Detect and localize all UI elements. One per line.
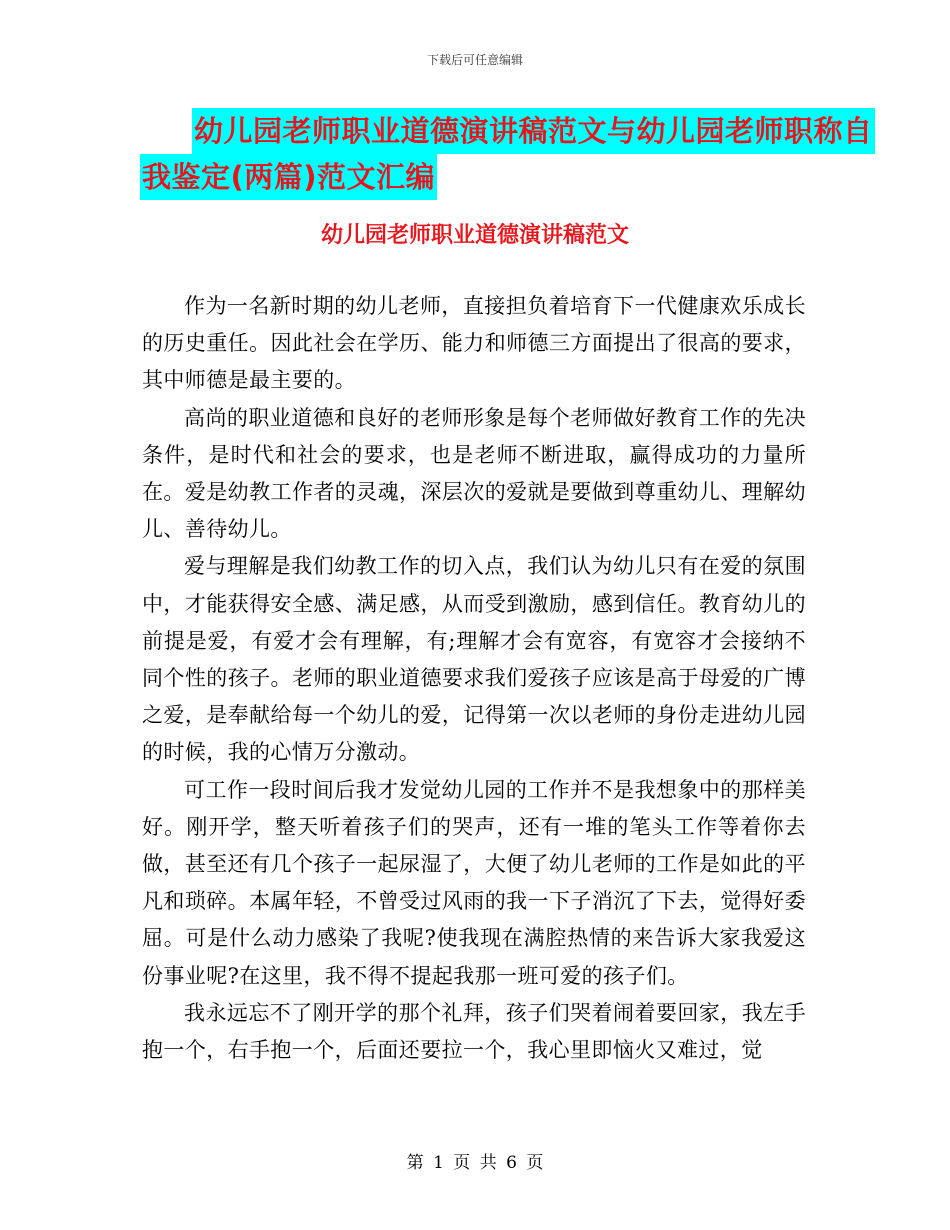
paragraph: 爱与理解是我们幼教工作的切入点，我们认为幼儿只有在爱的氛围中，才能获得安全感、满足感，从而受到激励，感到信任。教育幼儿的前提是爱，有爱才会有理解，有;理解才会有宽容，有宽容才会接纳不同个性的孩子。老师的职业道德要求我们爱孩子应该是高于母爱的广博之爱，是奉献给每一个幼儿的爱，记得第一次以老师的身份走进幼儿园的时候，我的心情万分激动。 bbox=[142, 554, 806, 765]
document-body bbox=[142, 288, 806, 1069]
paragraph: 作为一名新时期的幼儿老师，直接担负着培育下一代健康欢乐成长的历史重任。因此社会在学历、能力和师德三方面提出了很高的要求，其中师德是最主要的。 bbox=[142, 294, 806, 393]
document-title bbox=[140, 108, 873, 200]
document-title-line-1: 幼儿园老师职业道德演讲稿范文与幼儿园老师职称自 bbox=[192, 108, 875, 154]
page-header-note: 下载后可任意编辑 bbox=[426, 53, 523, 67]
paragraph: 可工作一段时间后我才发觉幼儿园的工作并不是我想象中的那样美好。刚开学，整天听着孩子们的哭声，还有一堆的笔头工作等着你去做，甚至还有几个孩子一起尿湿了，大便了幼儿老师的工作是如此的平凡和琐碎。本属年轻，不曾受过风雨的我一下子消沉了下去，觉得好委屈。可是什么动力感染了我呢?使我现在满腔热情的来告诉大家我爱这份事业呢?在这里，我不得不提起我那一班可爱的孩子们。 bbox=[142, 777, 806, 988]
page-number-footer: 第 1 页 共 6 页 bbox=[406, 1153, 544, 1173]
paragraph: 高尚的职业道德和良好的老师形象是每个老师做好教育工作的先决条件，是时代和社会的要求，也是老师不断进取，赢得成功的力量所在。爱是幼教工作者的灵魂，深层次的爱就是要做到尊重幼儿、理解幼儿、善待幼儿。 bbox=[142, 405, 806, 542]
section-title: 幼儿园老师职业道德演讲稿范文 bbox=[320, 223, 629, 248]
document-title-line-2: 我鉴定(两篇)范文汇编 bbox=[140, 154, 437, 200]
paragraph: 我永远忘不了刚开学的那个礼拜，孩子们哭着闹着要回家，我左手抱一个，右手抱一个，后面还要拉一个，我心里即恼火又难过，觉 bbox=[142, 1000, 806, 1063]
